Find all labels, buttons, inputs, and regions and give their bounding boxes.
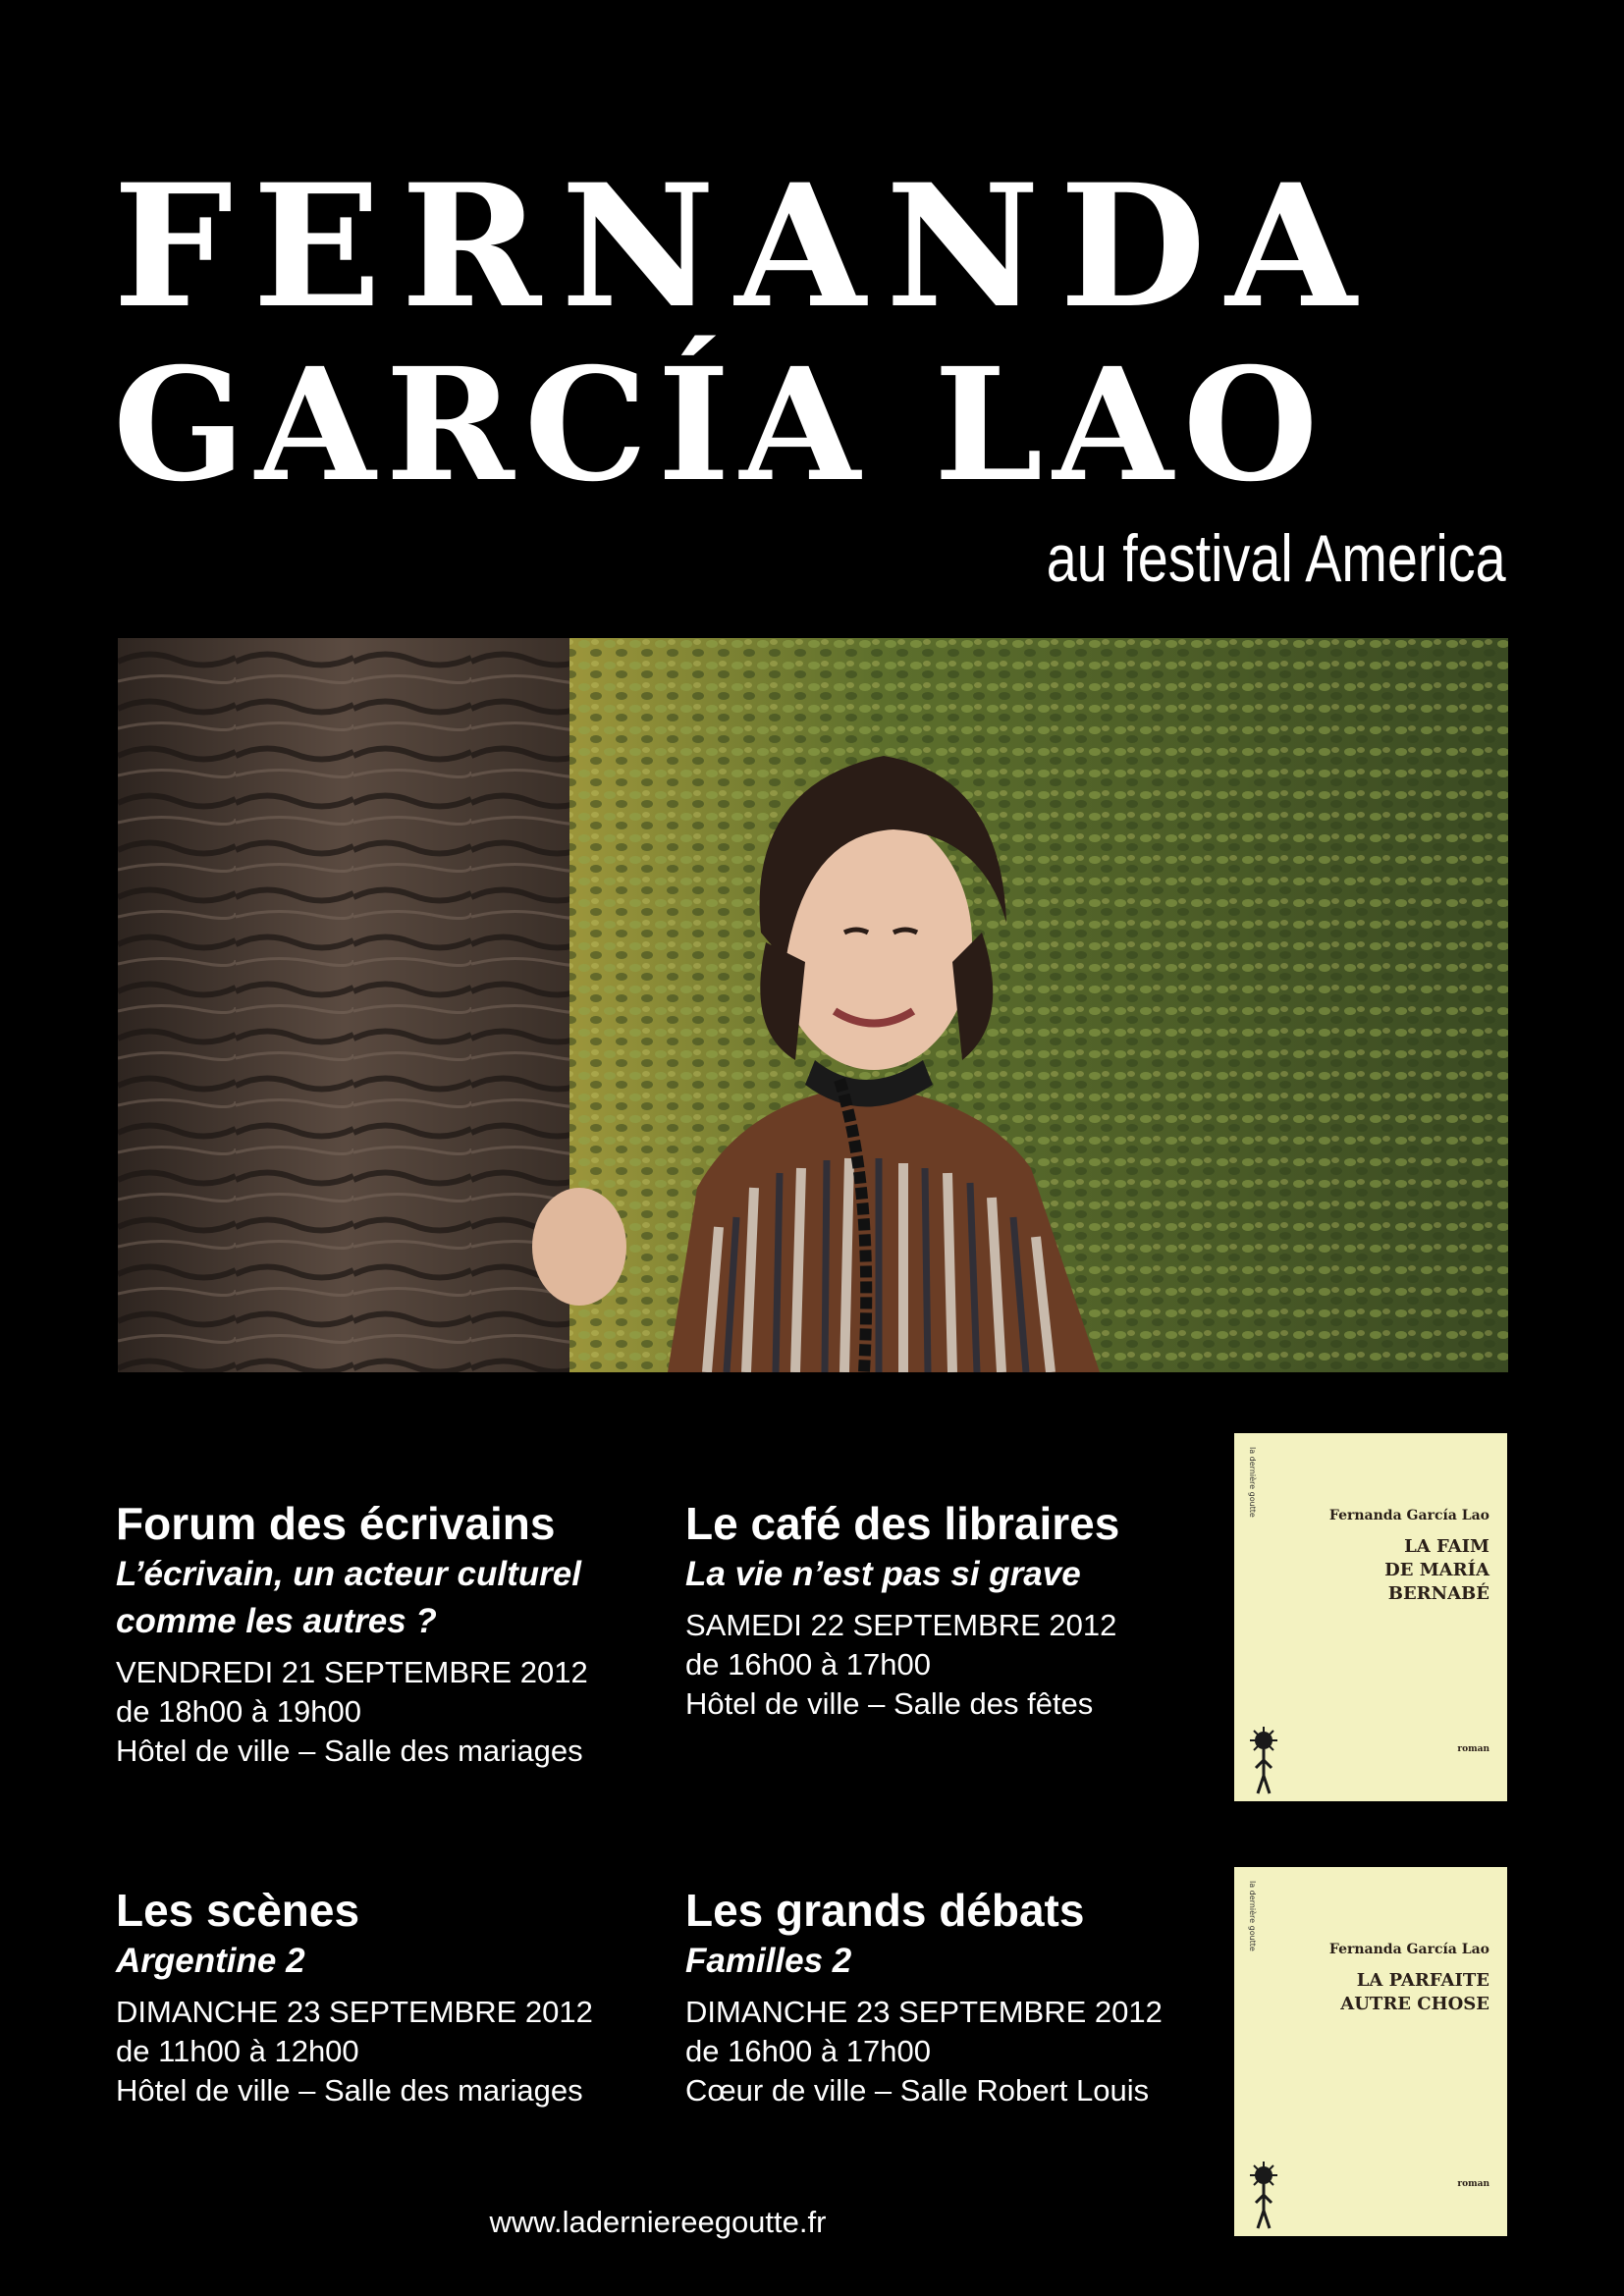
event-title: Forum des écrivains bbox=[116, 1498, 556, 1549]
event-date: SAMEDI 22 SEPTEMBRE 2012 bbox=[685, 1608, 1117, 1642]
book-author: Fernanda García Lao bbox=[1328, 1508, 1489, 1523]
book-author: Fernanda García Lao bbox=[1328, 1942, 1489, 1957]
publisher-spine-text: la dernière goutte bbox=[1248, 1447, 1257, 1518]
book-genre: roman bbox=[1457, 1744, 1489, 1754]
event-forum-des-ecrivains bbox=[116, 1496, 666, 1771]
event-time: de 16h00 à 17h00 bbox=[685, 2034, 931, 2068]
title-first-name: FERNANDA bbox=[113, 146, 1377, 346]
event-title: Les grands débats bbox=[685, 1885, 1085, 1936]
book-cover-la-faim bbox=[1234, 1433, 1507, 1801]
book-title: LA FAIM DE MARÍA BERNABÉ bbox=[1384, 1536, 1489, 1604]
event-les-scenes bbox=[116, 1883, 666, 2110]
ink-splat-figure-icon bbox=[1244, 1719, 1283, 1797]
event-place: Hôtel de ville – Salle des fêtes bbox=[685, 1686, 1094, 1721]
festival-subtitle: au festival America bbox=[1047, 521, 1506, 596]
event-title: Le café des libraires bbox=[685, 1498, 1120, 1549]
event-time: de 18h00 à 19h00 bbox=[116, 1694, 361, 1729]
website-url[interactable]: www.laderniereegoutte.fr bbox=[489, 2205, 827, 2239]
event-topic: Familles 2 bbox=[685, 1942, 852, 1980]
publisher-spine-text: la dernière goutte bbox=[1248, 1881, 1257, 1951]
event-date: DIMANCHE 23 SEPTEMBRE 2012 bbox=[685, 1995, 1163, 2029]
event-place: Hôtel de ville – Salle des mariages bbox=[116, 2073, 583, 2108]
book-title: LA PARFAITE AUTRE CHOSE bbox=[1340, 1970, 1489, 2014]
book-cover-la-parfaite bbox=[1234, 1867, 1507, 2236]
event-title: Les scènes bbox=[116, 1885, 360, 1936]
author-photo bbox=[118, 638, 1508, 1372]
event-place: Hôtel de ville – Salle des mariages bbox=[116, 1734, 583, 1768]
title-last-name: GARCÍA LAO bbox=[113, 335, 1328, 516]
event-les-grands-debats bbox=[685, 1883, 1235, 2110]
event-topic: La vie n’est pas si grave bbox=[685, 1555, 1081, 1593]
event-topic: L’écrivain, un acteur culturel comme les autres ? bbox=[116, 1555, 581, 1640]
event-place: Cœur de ville – Salle Robert Louis bbox=[685, 2073, 1150, 2108]
book-genre: roman bbox=[1457, 2179, 1489, 2189]
event-date: VENDREDI 21 SEPTEMBRE 2012 bbox=[116, 1655, 588, 1689]
event-cafe-des-libraires bbox=[685, 1496, 1235, 1724]
event-time: de 16h00 à 17h00 bbox=[685, 1647, 931, 1682]
event-time: de 11h00 à 12h00 bbox=[116, 2034, 359, 2068]
event-date: DIMANCHE 23 SEPTEMBRE 2012 bbox=[116, 1995, 593, 2029]
event-topic: Argentine 2 bbox=[116, 1942, 305, 1980]
